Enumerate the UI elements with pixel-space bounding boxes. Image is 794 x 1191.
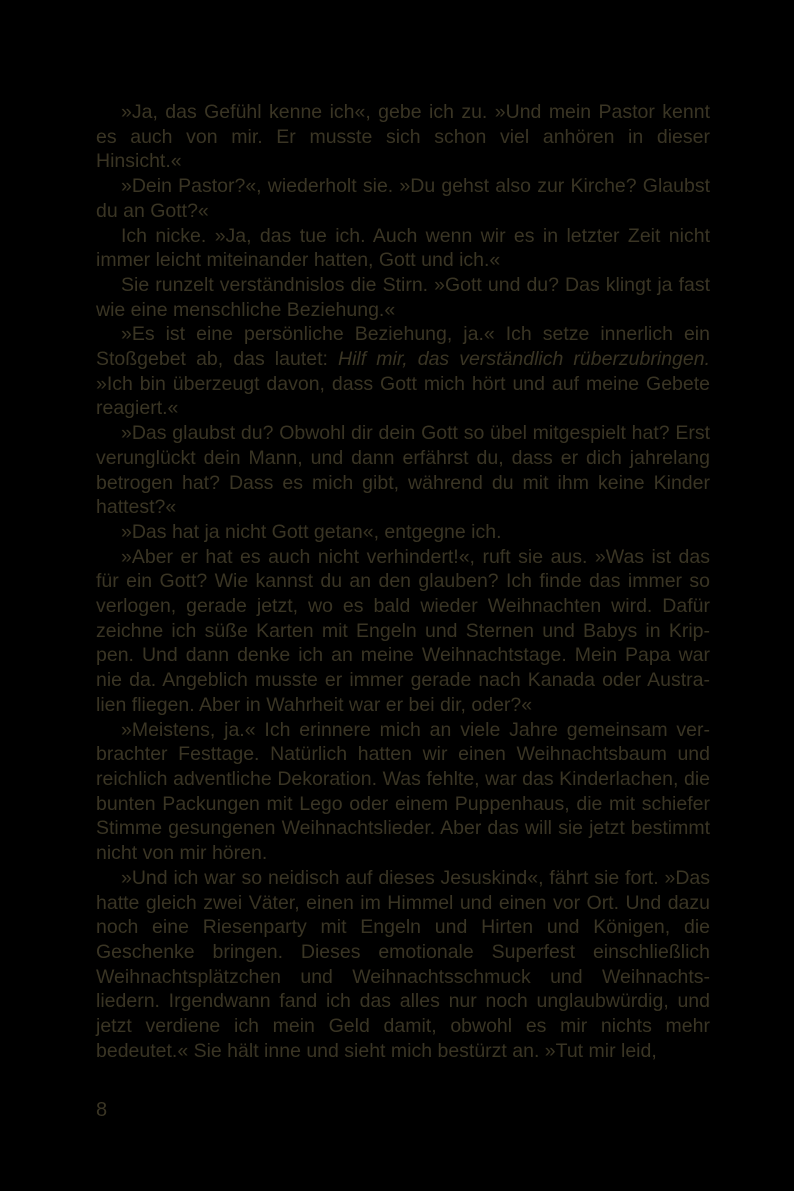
paragraph-5-end: »Ich bin überzeugt davon, dass Gott mich hört und auf meine Gebete reagiert.« [96,372,710,420]
paragraph-2: »Dein Pastor?«, wiederholt sie. »Du gehst also zur Kirche? Glaubst du an Gott?« [96,175,710,222]
paragraph-1: »Ja, das Gefühl kenne ich«, gebe ich zu. »Und mein Pastor kennt es auch von mir. Er musste sich schon viel anhören in dieser Hinsicht.« [96,101,710,173]
paragraph-3: Ich nicke. »Ja, das tue ich. Auch wenn wir es in letzter Zeit nicht immer leicht miteinander hatten, Gott und ich.« [96,224,710,272]
paragraph-4: Sie runzelt verständnislos die Stirn. »Gott und du? Das klingt ja fast wie eine menschliche Beziehung.« [96,273,710,321]
paragraph-5 [96,322,710,421]
page-number: 8 [96,1099,108,1121]
paragraph-6: »Das glaubst du? Obwohl dir dein Gott so übel mitgespielt hat? Erst verunglückt dein Mann, und dann erfährst du, dass er dich jahrelang betrogen hat? Dass es mich gibt, während du mit ihm keine Kinder hattest?« [96,422,710,519]
body-text [96,100,710,1063]
paragraph-8: »Aber er hat es auch nicht verhindert!«, ruft sie aus. »Was ist das für ein Gott? Wie kannst du an den glauben? Ich finde das immer so verlogen, gerade jetzt, wo es bald wieder Weihnachten wird. Dafür zeichne ich süße Karten mit Engeln und Sternen und Babys in Krippen. Und dann denke ich an meine Weihnachtstage. Mein Papa war nie da. Angeblich musste er immer gerade nach Kanada oder Australien fliegen. Aber in Wahrheit war er bei dir, oder?« [96,545,710,716]
paragraph-9: »Meistens, ja.« Ich erinnere mich an viele Jahre gemeinsam verbrachter Festtage. Natürlich hatten wir einen Weihnachtsbaum und reichlich adventliche Dekoration. Was fehlte, war das Kinderlachen, die bunten Packungen mit Lego oder einem Puppenhaus, die mit schiefer Stimme gesungenen Weihnachtslieder. Aber das will sie jetzt bestimmt nicht von mir hören. [96,718,710,865]
paragraph-7: »Das hat ja nicht Gott getan«, entgegne ich. [121,520,502,543]
paragraph-10: »Und ich war so neidisch auf dieses Jesuskind«, fährt sie fort. »Das hatte gleich zwei Väter, einen im Himmel und einen vor Ort. Und dazu noch eine Riesenparty mit Engeln und Hirten und Königen, die Geschenke bringen. Dieses emotionale Superfest einschließlich Weihnachtsplätzchen und Weihnachtsschmuck und Weihnachtsliedern. Irgendwann fand ich das alles nur noch unglaubwürdig, und jetzt verdiene ich mein Geld damit, obwohl es mir nichts mehr bedeutet.« Sie hält inne und sieht mich bestürzt an. »Tut mir leid, [96,866,710,1062]
paragraph-5-italic-prayer: Hilf mir, das verständlich rüberzubringen. [338,348,710,371]
paragraph-5-start: »Es ist eine persönliche Beziehung, ja.« Ich setze innerlich ein Stoßgebet ab, das lautet: [96,323,710,371]
